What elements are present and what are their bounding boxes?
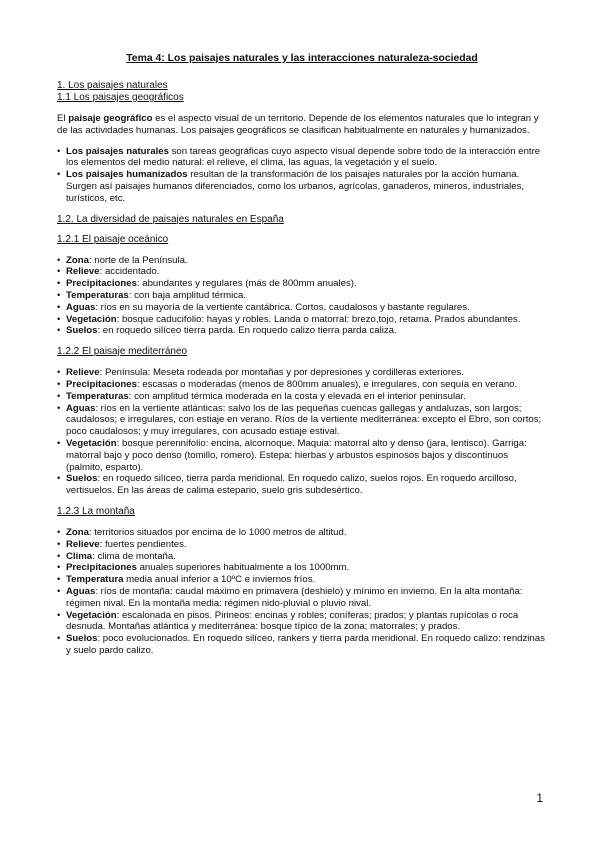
list-item — [57, 169, 547, 204]
item-term: Precipitaciones — [66, 378, 137, 390]
bullet-icon: • — [57, 562, 61, 574]
bullet-icon: • — [57, 289, 61, 301]
bullet-icon: • — [57, 278, 61, 290]
item-term: Vegetación — [66, 609, 117, 621]
bullet-icon: • — [57, 145, 61, 157]
bullet-icon: • — [57, 254, 61, 266]
heading-1-2: 1.2. La diversidad de paisajes naturales en España — [57, 213, 284, 225]
item-text: anuales superiores habitualmente a los 1000mm. — [136, 562, 350, 574]
list-item — [57, 403, 547, 438]
item-text: resultan de la transformación de los paisajes naturales por la acción humana. Surgen así paisajes humanos diferenciados, como los urbanos, agrícolas, ganaderos, mineros, industriales, turísticos, etc. — [66, 169, 525, 204]
item-text: : en roquedo silíceo, tierra parda meridional. En roquedo calizo, suelos rojos. En roquedo arcilloso, vertisuelos. En las áreas de calima estepario, suelo gris subdesértico. — [66, 473, 517, 497]
item-text: media anual inferior a 10ºC e inviernos fríos. — [123, 574, 316, 586]
item-term: Zona — [66, 526, 89, 538]
list-item — [57, 255, 547, 267]
list-item — [57, 586, 547, 610]
oceanico-list — [57, 255, 547, 338]
item-text: : ríos de montaña: caudal máximo en primavera (deshielo) y mínimo en invierno. En la alta montaña: régimen nival. En la montaña media: régimen nido-pluvial o pluvio nival. — [66, 585, 523, 609]
item-term: Suelos — [66, 325, 98, 337]
item-term: Aguas — [66, 301, 96, 313]
item-text: : con amplitud térmica moderada en la costa y elevada en el interior peninsular. — [128, 390, 466, 402]
list-item — [57, 539, 547, 551]
item-term: Precipitaciones — [66, 278, 137, 290]
types-list — [57, 146, 547, 205]
item-text: son tareas geográficas cuyo aspecto visual depende sobre todo de la interacción entre los elementos del medio natural: el relieve, el clima, las aguas, la vegetación y el suelo. — [66, 145, 541, 169]
list-item — [57, 562, 547, 574]
bullet-icon: • — [57, 574, 61, 586]
item-term: Relieve — [66, 538, 100, 550]
intro-paragraph — [57, 113, 547, 137]
item-term: Precipitaciones — [66, 562, 137, 574]
bullet-icon: • — [57, 378, 61, 390]
list-item — [57, 266, 547, 278]
item-term: Temperaturas — [66, 289, 129, 301]
bullet-icon: • — [57, 169, 61, 181]
item-term: Suelos — [66, 633, 98, 645]
bullet-icon: • — [57, 538, 61, 550]
bullet-icon: • — [57, 313, 61, 325]
list-item — [57, 473, 547, 497]
bullet-icon: • — [57, 609, 61, 621]
heading-1-1: 1.1 Los paisajes geográficos — [57, 92, 184, 103]
bullet-icon: • — [57, 633, 61, 645]
item-text: : norte de la Península. — [88, 254, 188, 266]
bullet-icon: • — [57, 390, 61, 402]
item-term: Aguas — [66, 402, 96, 414]
bullet-icon: • — [57, 550, 61, 562]
item-term: Suelos — [66, 473, 98, 485]
item-term: Clima — [66, 550, 93, 562]
heading-1-2-1: 1.2.1 El paisaje oceánico — [57, 233, 169, 245]
bullet-icon: • — [57, 526, 61, 538]
item-text: : abundantes y regulares (más de 800mm anuales). — [136, 278, 357, 290]
item-term: Temperaturas — [66, 390, 129, 402]
bullet-icon: • — [57, 266, 61, 278]
list-item — [57, 551, 547, 563]
item-term: Vegetación — [66, 437, 117, 449]
item-term: Los paisajes humanizados — [66, 169, 188, 181]
list-item — [57, 325, 547, 337]
list-item — [57, 527, 547, 539]
list-item — [57, 146, 547, 170]
item-term: Temperatura — [66, 574, 124, 586]
item-term: Relieve — [66, 266, 100, 278]
intro-pre: El — [57, 113, 69, 124]
list-item — [57, 379, 547, 391]
item-text: : bosque caducifolio: hayas y robles. Landa o matorral: brezo,tojo, retama. Prados abundantes. — [116, 313, 521, 325]
list-item — [57, 574, 547, 586]
heading-1-2-2: 1.2.2 El paisaje mediterráneo — [57, 346, 188, 358]
list-item — [57, 290, 547, 302]
montana-list — [57, 527, 547, 657]
item-text: : escasas o moderadas (menos de 800mm anuales), e irregulares, con sequía en verano. — [136, 378, 518, 390]
item-term: Los paisajes naturales — [66, 145, 169, 157]
item-text: : Península: Meseta rodeada por montañas y por depresiones y cordilleras exteriores. — [99, 367, 464, 379]
item-term: Aguas — [66, 585, 96, 597]
item-text: : en roquedo silíceo tierra parda. En roquedo calizo tierra parda caliza. — [97, 325, 397, 337]
list-item — [57, 314, 547, 326]
item-text: : bosque perennifolio: encina, alcornoque. Maquia: matorral alto y denso (jara, lentisco). Garriga: matorral bajo y poco denso (tomillo, romero). Estepa: hierbas y arbustos espinosos bajos y discontinuos (palmito, esparto). — [66, 437, 527, 473]
item-text: : ríos en su mayoría de la vertiente cantábrica. Cortos, caudalosos y bastante regulares. — [95, 301, 470, 313]
item-term: Zona — [66, 254, 89, 266]
bullet-icon: • — [57, 585, 61, 597]
bullet-icon: • — [57, 301, 61, 313]
bullet-icon: • — [57, 473, 61, 485]
item-text: : con baja amplitud térmica. — [128, 289, 247, 301]
item-text: : escalonada en pisos. Pirineos: encinas y robles; coníferas; prados; y plantas rupícolas o roca desnuda. Montañas atlántica y mediterránea: bosque típico de la zona; matorrales; y prados. — [66, 609, 519, 633]
list-item — [57, 610, 547, 634]
bullet-icon: • — [57, 437, 61, 449]
list-item — [57, 633, 547, 657]
item-term: Vegetación — [66, 313, 117, 325]
page-number: 1 — [536, 791, 543, 805]
intro-bold: paisaje geográfico — [68, 113, 153, 124]
item-text: : clima de montaña. — [92, 550, 176, 562]
bullet-icon: • — [57, 367, 61, 379]
heading-1: 1. Los paisajes naturales — [57, 80, 168, 91]
list-item — [57, 391, 547, 403]
item-term: Relieve — [66, 367, 100, 379]
bullet-icon: • — [57, 402, 61, 414]
item-text: : poco evolucionados. En roquedo silíceo, rankers y tierra parda meridional. En roquedo calizo: rendzinas y suelo pardo calizo. — [66, 633, 545, 656]
list-item — [57, 302, 547, 314]
item-text: : territorios situados por encima de lo 1000 metros de altitud. — [88, 526, 347, 538]
mediterraneo-list — [57, 367, 547, 497]
item-text: : ríos en la vertiente atlánticas: salvo los de las pequeñas cuencas gallegas y andaluzas, son largos; caudalosos; e irregulares, con estiaje en verano. Ríos de la vertiente mediterránea: excepto el Ebro, son cortos; poco caudalosos; y muy irregulares, con acusado estiaje estival. — [66, 402, 542, 438]
item-text: : fuertes pendientes. — [99, 538, 187, 550]
item-text: : accidentado. — [99, 266, 160, 278]
list-item — [57, 278, 547, 290]
list-item — [57, 367, 547, 379]
document-title: Tema 4: Los paisajes naturales y las interacciones naturaleza-sociedad — [126, 53, 478, 64]
bullet-icon: • — [57, 325, 61, 337]
heading-1-2-3: 1.2.3 La montaña — [57, 505, 135, 517]
intro-post: es el aspecto visual de un territorio. Depende de los elementos naturales que lo integran y de las actividades humanas. Los paisajes geográficos se clasifican habitualmente en naturales y humanizados. — [57, 113, 539, 136]
list-item — [57, 438, 547, 473]
